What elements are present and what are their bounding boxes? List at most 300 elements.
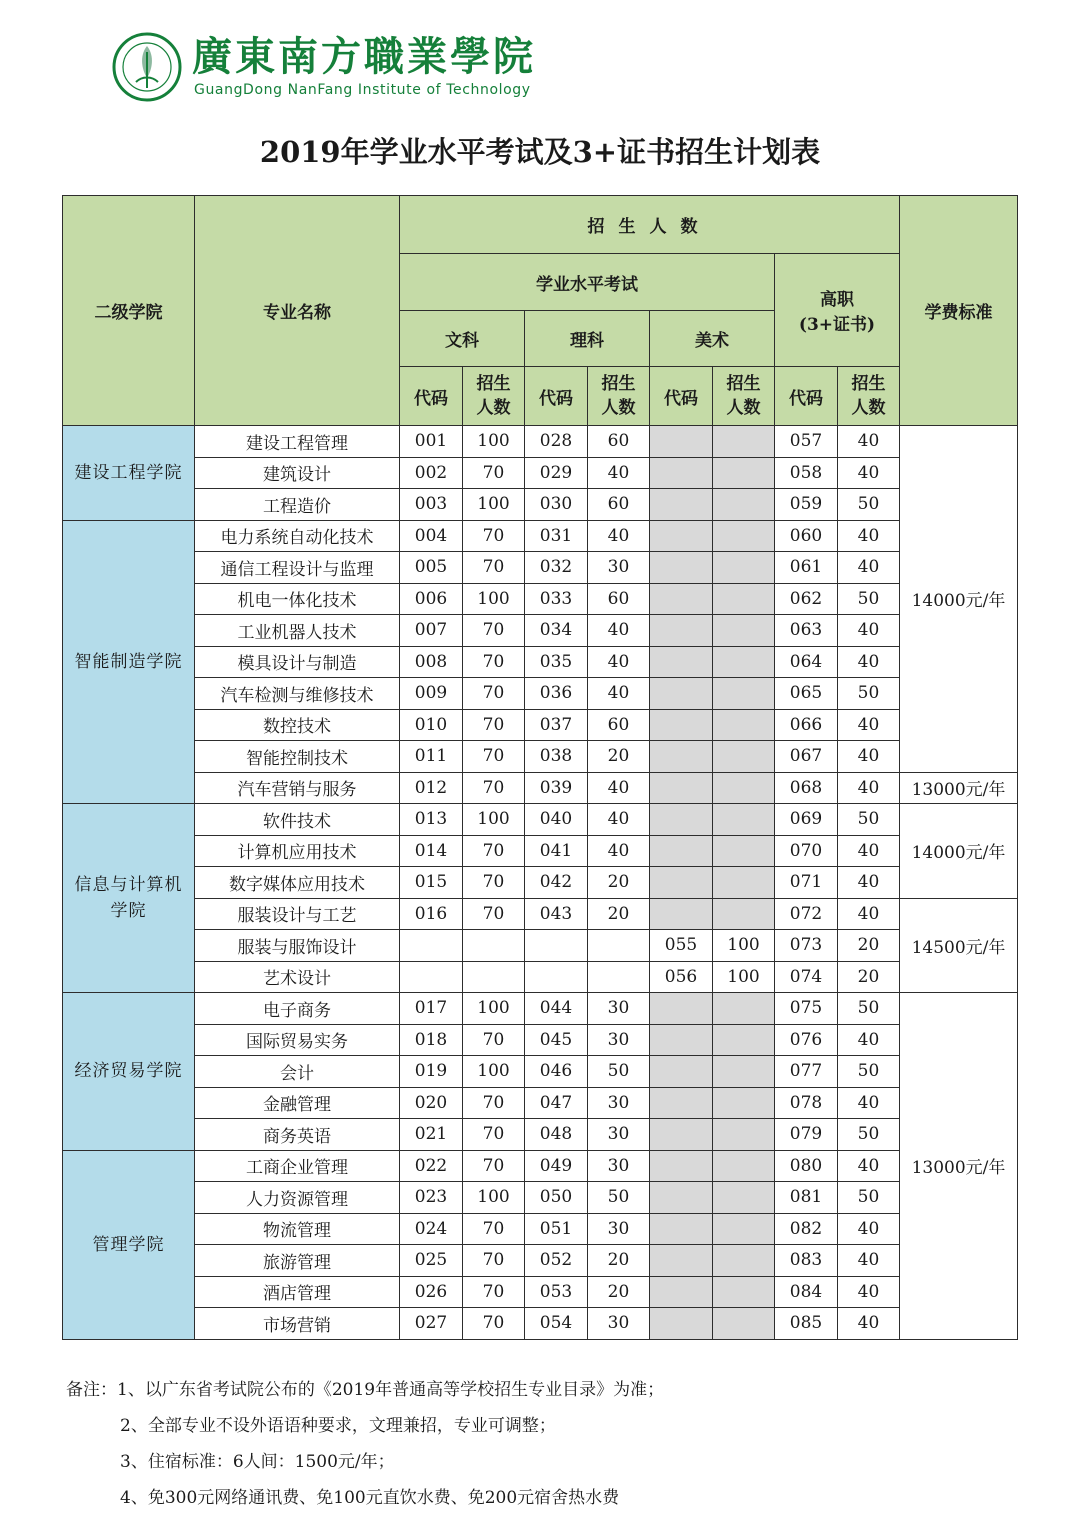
cell-ms-code [650, 552, 713, 584]
cell-ms-code [650, 1308, 713, 1340]
major-cell: 电子商务 [195, 993, 400, 1025]
cell-gz-n: 40 [838, 772, 900, 804]
cell-ms-code [650, 898, 713, 930]
cell-wk-n [463, 930, 525, 962]
cell-ms-n [713, 867, 775, 899]
cell-lk-code: 031 [525, 520, 588, 552]
cell-gz-code: 078 [775, 1087, 838, 1119]
cell-gz-code: 082 [775, 1213, 838, 1245]
cell-wk-n: 70 [463, 678, 525, 710]
table-row [63, 709, 1018, 741]
fee-cell: 13000元/年 [900, 772, 1018, 804]
cell-gz-n: 20 [838, 961, 900, 993]
cell-lk-code: 048 [525, 1119, 588, 1151]
table-row [63, 867, 1018, 899]
cell-lk-code: 033 [525, 583, 588, 615]
major-cell: 金融管理 [195, 1087, 400, 1119]
cell-gz-n: 50 [838, 993, 900, 1025]
major-cell: 服装与服饰设计 [195, 930, 400, 962]
major-cell: 市场营销 [195, 1308, 400, 1340]
table-row [63, 772, 1018, 804]
cell-gz-n: 40 [838, 835, 900, 867]
cell-gz-code: 080 [775, 1150, 838, 1182]
table-row [63, 898, 1018, 930]
cell-ms-n [713, 1308, 775, 1340]
cell-wk-code: 024 [400, 1213, 463, 1245]
cell-gz-code: 081 [775, 1182, 838, 1214]
dept-cell: 经济贸易学院 [63, 993, 195, 1151]
cell-wk-n: 70 [463, 646, 525, 678]
header-enrollment: 招生人数 [400, 196, 900, 254]
cell-wk-n: 70 [463, 1024, 525, 1056]
cell-gz-code: 068 [775, 772, 838, 804]
table-row [63, 520, 1018, 552]
table-row [63, 678, 1018, 710]
header-fee: 学费标准 [900, 196, 1018, 426]
cell-wk-code: 009 [400, 678, 463, 710]
cell-gz-n: 40 [838, 646, 900, 678]
cell-wk-code [400, 930, 463, 962]
cell-gz-n: 40 [838, 1245, 900, 1277]
cell-ms-code [650, 867, 713, 899]
cell-lk-code: 047 [525, 1087, 588, 1119]
cell-lk-code: 038 [525, 741, 588, 773]
cell-ms-code [650, 1087, 713, 1119]
subheader-count [463, 367, 525, 426]
major-cell: 物流管理 [195, 1213, 400, 1245]
cell-ms-code [650, 1024, 713, 1056]
cell-ms-code [650, 741, 713, 773]
cell-lk-n: 30 [588, 993, 650, 1025]
cell-ms-n [713, 646, 775, 678]
major-cell: 会计 [195, 1056, 400, 1088]
cell-gz-code: 073 [775, 930, 838, 962]
cell-gz-code: 067 [775, 741, 838, 773]
cell-lk-n: 40 [588, 804, 650, 836]
cell-ms-n [713, 1024, 775, 1056]
table-row [63, 552, 1018, 584]
page-title: 2019年学业水平考试及3+证书招生计划表 [259, 135, 821, 169]
cell-ms-code [650, 1150, 713, 1182]
cell-lk-code: 050 [525, 1182, 588, 1214]
cell-lk-n: 60 [588, 709, 650, 741]
cell-lk-n: 20 [588, 898, 650, 930]
cell-gz-n: 20 [838, 930, 900, 962]
cell-lk-n: 40 [588, 457, 650, 489]
cell-wk-n: 70 [463, 1276, 525, 1308]
cell-gz-n: 40 [838, 426, 900, 458]
cell-wk-code: 016 [400, 898, 463, 930]
cell-wk-code: 008 [400, 646, 463, 678]
subheader-code: 代码 [525, 367, 588, 426]
cell-ms-n [713, 1182, 775, 1214]
table-row [63, 1308, 1018, 1340]
cell-wk-n: 70 [463, 1087, 525, 1119]
cell-gz-n: 50 [838, 678, 900, 710]
cell-wk-code: 010 [400, 709, 463, 741]
major-cell: 数控技术 [195, 709, 400, 741]
cell-gz-n: 40 [838, 741, 900, 773]
school-name-cn: 廣東南方職業學院 [192, 33, 536, 80]
cell-wk-n: 70 [463, 1119, 525, 1151]
cell-lk-n: 40 [588, 646, 650, 678]
cell-wk-code: 013 [400, 804, 463, 836]
cell-lk-n: 60 [588, 583, 650, 615]
cell-wk-code: 014 [400, 835, 463, 867]
table-row [63, 835, 1018, 867]
cell-wk-n: 70 [463, 457, 525, 489]
note-2: 2、全部专业不设外语语种要求，文理兼招，专业可调整； [120, 1416, 556, 1436]
cell-wk-code [400, 961, 463, 993]
cell-wk-code: 021 [400, 1119, 463, 1151]
cell-gz-code: 084 [775, 1276, 838, 1308]
cell-wk-code: 025 [400, 1245, 463, 1277]
cell-wk-code: 027 [400, 1308, 463, 1340]
major-cell: 酒店管理 [195, 1276, 400, 1308]
cell-gz-n: 40 [838, 457, 900, 489]
cell-ms-n [713, 489, 775, 521]
cell-gz-n: 40 [838, 898, 900, 930]
cell-wk-code: 007 [400, 615, 463, 647]
cell-ms-n [713, 520, 775, 552]
cell-wk-code: 012 [400, 772, 463, 804]
cell-wk-code: 001 [400, 426, 463, 458]
dept-cell: 信息与计算机学院 [63, 804, 195, 993]
cell-gz-n: 40 [838, 709, 900, 741]
cell-wk-code: 003 [400, 489, 463, 521]
header-major: 专业名称 [195, 196, 400, 426]
table-row [63, 1119, 1018, 1151]
cell-ms-code [650, 489, 713, 521]
major-cell: 电力系统自动化技术 [195, 520, 400, 552]
table-row [63, 489, 1018, 521]
enrollment-plan-table [62, 195, 1018, 1340]
fee-cell: 14500元/年 [900, 898, 1018, 993]
cell-gz-code: 076 [775, 1024, 838, 1056]
cell-lk-code: 052 [525, 1245, 588, 1277]
cell-lk-code: 042 [525, 867, 588, 899]
cell-gz-code: 059 [775, 489, 838, 521]
cell-ms-n [713, 835, 775, 867]
major-cell: 建筑设计 [195, 457, 400, 489]
cell-lk-n: 50 [588, 1056, 650, 1088]
table-row [63, 993, 1018, 1025]
cell-lk-n: 30 [588, 1024, 650, 1056]
major-cell: 工业机器人技术 [195, 615, 400, 647]
cell-gz-code: 070 [775, 835, 838, 867]
cell-ms-n [713, 1087, 775, 1119]
cell-ms-code [650, 835, 713, 867]
cell-lk-code: 034 [525, 615, 588, 647]
cell-wk-code: 018 [400, 1024, 463, 1056]
cell-lk-n: 40 [588, 772, 650, 804]
cell-gz-n: 50 [838, 1056, 900, 1088]
subheader-code: 代码 [775, 367, 838, 426]
cell-gz-code: 060 [775, 520, 838, 552]
cell-lk-code: 036 [525, 678, 588, 710]
cell-lk-n: 20 [588, 1245, 650, 1277]
cell-ms-code [650, 993, 713, 1025]
cell-gz-n: 50 [838, 804, 900, 836]
cell-gz-n: 50 [838, 583, 900, 615]
cell-lk-code: 054 [525, 1308, 588, 1340]
major-cell: 工商企业管理 [195, 1150, 400, 1182]
cell-gz-n: 40 [838, 552, 900, 584]
table-row [63, 615, 1018, 647]
cell-wk-n [463, 961, 525, 993]
header-vocational-line2: (3+证书) [798, 315, 876, 335]
cell-gz-n: 40 [838, 1087, 900, 1119]
cell-gz-code: 064 [775, 646, 838, 678]
cell-lk-n: 60 [588, 426, 650, 458]
header-fine-arts: 美术 [650, 311, 775, 367]
cell-gz-n: 40 [838, 867, 900, 899]
cell-gz-n: 40 [838, 1213, 900, 1245]
cell-lk-n: 40 [588, 615, 650, 647]
cell-lk-code: 044 [525, 993, 588, 1025]
cell-ms-code [650, 1245, 713, 1277]
cell-ms-code [650, 520, 713, 552]
cell-wk-n: 100 [463, 804, 525, 836]
cell-gz-n: 50 [838, 489, 900, 521]
cell-gz-code: 072 [775, 898, 838, 930]
cell-wk-code: 015 [400, 867, 463, 899]
cell-ms-n [713, 709, 775, 741]
major-cell: 机电一体化技术 [195, 583, 400, 615]
cell-ms-code [650, 1213, 713, 1245]
cell-gz-code: 069 [775, 804, 838, 836]
cell-ms-n [713, 1245, 775, 1277]
cell-wk-n: 100 [463, 1056, 525, 1088]
cell-gz-code: 074 [775, 961, 838, 993]
cell-ms-n [713, 1276, 775, 1308]
cell-wk-code: 004 [400, 520, 463, 552]
major-cell: 工程造价 [195, 489, 400, 521]
cell-wk-code: 023 [400, 1182, 463, 1214]
cell-ms-code [650, 583, 713, 615]
table-row [63, 961, 1018, 993]
cell-lk-n: 50 [588, 1182, 650, 1214]
cell-gz-code: 065 [775, 678, 838, 710]
table-row [63, 1056, 1018, 1088]
cell-gz-n: 40 [838, 520, 900, 552]
header-vocational [775, 254, 900, 367]
cell-ms-n [713, 583, 775, 615]
subheader-count-line2: 人数 [476, 398, 511, 418]
cell-lk-code: 030 [525, 489, 588, 521]
cell-gz-code: 071 [775, 867, 838, 899]
subheader-count-line2: 人数 [851, 398, 886, 418]
major-cell: 服装设计与工艺 [195, 898, 400, 930]
cell-ms-n [713, 741, 775, 773]
cell-ms-n [713, 457, 775, 489]
cell-gz-code: 057 [775, 426, 838, 458]
cell-ms-n: 100 [713, 930, 775, 962]
cell-ms-n [713, 1213, 775, 1245]
cell-wk-code: 022 [400, 1150, 463, 1182]
cell-ms-code [650, 426, 713, 458]
cell-lk-n: 20 [588, 1276, 650, 1308]
table-row [63, 1213, 1018, 1245]
cell-wk-code: 005 [400, 552, 463, 584]
subheader-code: 代码 [400, 367, 463, 426]
cell-lk-code: 041 [525, 835, 588, 867]
cell-gz-n: 40 [838, 1024, 900, 1056]
cell-gz-n: 40 [838, 615, 900, 647]
cell-lk-n: 40 [588, 520, 650, 552]
cell-wk-n: 70 [463, 1308, 525, 1340]
cell-lk-n: 30 [588, 552, 650, 584]
note-3: 3、住宿标准：6人间：1500元/年； [120, 1452, 395, 1472]
table-row [63, 1150, 1018, 1182]
header-dept: 二级学院 [63, 196, 195, 426]
subheader-count-line2: 人数 [601, 398, 636, 418]
cell-ms-code [650, 1119, 713, 1151]
table-row [63, 1245, 1018, 1277]
cell-ms-n [713, 1119, 775, 1151]
cell-lk-code: 035 [525, 646, 588, 678]
fee-cell: 14000元/年 [900, 426, 1018, 773]
major-cell: 国际贸易实务 [195, 1024, 400, 1056]
subheader-count [838, 367, 900, 426]
major-cell: 建设工程管理 [195, 426, 400, 458]
cell-wk-code: 026 [400, 1276, 463, 1308]
cell-gz-code: 075 [775, 993, 838, 1025]
cell-wk-code: 011 [400, 741, 463, 773]
major-cell: 通信工程设计与监理 [195, 552, 400, 584]
major-cell: 旅游管理 [195, 1245, 400, 1277]
cell-lk-n: 20 [588, 867, 650, 899]
table-row [63, 583, 1018, 615]
cell-ms-code [650, 615, 713, 647]
cell-ms-n [713, 678, 775, 710]
cell-gz-code: 085 [775, 1308, 838, 1340]
cell-lk-code: 043 [525, 898, 588, 930]
fee-cell: 14000元/年 [900, 804, 1018, 899]
subheader-count-line1: 招生 [726, 374, 761, 394]
cell-ms-n [713, 993, 775, 1025]
cell-lk-n: 30 [588, 1119, 650, 1151]
cell-ms-n [713, 552, 775, 584]
cell-ms-code [650, 457, 713, 489]
cell-lk-code: 039 [525, 772, 588, 804]
cell-gz-code: 058 [775, 457, 838, 489]
major-cell: 商务英语 [195, 1119, 400, 1151]
cell-gz-code: 066 [775, 709, 838, 741]
cell-lk-n: 30 [588, 1150, 650, 1182]
major-cell: 数字媒体应用技术 [195, 867, 400, 899]
header-science: 理科 [525, 311, 650, 367]
cell-wk-n: 100 [463, 993, 525, 1025]
cell-wk-n: 70 [463, 552, 525, 584]
major-cell: 汽车营销与服务 [195, 772, 400, 804]
cell-ms-code [650, 772, 713, 804]
cell-ms-code [650, 804, 713, 836]
cell-lk-code: 053 [525, 1276, 588, 1308]
subheader-count-line1: 招生 [601, 374, 636, 394]
cell-gz-code: 083 [775, 1245, 838, 1277]
cell-gz-code: 061 [775, 552, 838, 584]
table-row [63, 741, 1018, 773]
cell-ms-n [713, 1056, 775, 1088]
cell-gz-code: 079 [775, 1119, 838, 1151]
cell-lk-code: 046 [525, 1056, 588, 1088]
note-4: 4、免300元网络通讯费、免100元直饮水费、免200元宿舍热水费 [120, 1488, 620, 1508]
cell-lk-code: 028 [525, 426, 588, 458]
cell-ms-code [650, 1056, 713, 1088]
cell-gz-n: 50 [838, 1182, 900, 1214]
cell-ms-n [713, 804, 775, 836]
header-academic-test: 学业水平考试 [400, 254, 775, 311]
table-row [63, 804, 1018, 836]
table-row [63, 1087, 1018, 1119]
cell-gz-code: 077 [775, 1056, 838, 1088]
fee-cell: 13000元/年 [900, 993, 1018, 1340]
cell-ms-n [713, 615, 775, 647]
cell-gz-n: 40 [838, 1308, 900, 1340]
cell-wk-code: 002 [400, 457, 463, 489]
major-cell: 汽车检测与维修技术 [195, 678, 400, 710]
cell-wk-n: 70 [463, 520, 525, 552]
cell-lk-code: 049 [525, 1150, 588, 1182]
cell-gz-n: 40 [838, 1150, 900, 1182]
school-seal-icon [112, 32, 182, 102]
cell-wk-code: 020 [400, 1087, 463, 1119]
cell-gz-code: 063 [775, 615, 838, 647]
school-header [112, 30, 536, 108]
table-row [63, 1276, 1018, 1308]
cell-ms-code: 055 [650, 930, 713, 962]
cell-wk-code: 017 [400, 993, 463, 1025]
table-row [63, 1182, 1018, 1214]
cell-ms-n [713, 1150, 775, 1182]
cell-wk-n: 70 [463, 867, 525, 899]
header-liberal-arts: 文科 [400, 311, 525, 367]
cell-wk-n: 70 [463, 898, 525, 930]
cell-ms-code [650, 646, 713, 678]
cell-wk-n: 70 [463, 835, 525, 867]
cell-ms-n [713, 426, 775, 458]
cell-lk-code: 045 [525, 1024, 588, 1056]
cell-ms-code [650, 1276, 713, 1308]
cell-wk-n: 70 [463, 772, 525, 804]
school-name-en: GuangDong NanFang Institute of Technology [194, 82, 531, 98]
cell-lk-code: 040 [525, 804, 588, 836]
cell-lk-code: 051 [525, 1213, 588, 1245]
cell-ms-code: 056 [650, 961, 713, 993]
cell-wk-n: 70 [463, 709, 525, 741]
cell-ms-code [650, 1182, 713, 1214]
table-row [63, 426, 1018, 458]
note-1: 备注：1、以广东省考试院公布的《2019年普通高等学校招生专业目录》为准； [66, 1380, 665, 1400]
major-cell: 智能控制技术 [195, 741, 400, 773]
subheader-count [713, 367, 775, 426]
cell-wk-n: 70 [463, 1213, 525, 1245]
cell-ms-code [650, 709, 713, 741]
cell-ms-code [650, 678, 713, 710]
cell-ms-n [713, 772, 775, 804]
cell-wk-n: 100 [463, 426, 525, 458]
cell-wk-n: 70 [463, 741, 525, 773]
cell-lk-n [588, 961, 650, 993]
cell-gz-code: 062 [775, 583, 838, 615]
cell-lk-code [525, 961, 588, 993]
cell-wk-n: 100 [463, 583, 525, 615]
notes-section [66, 1372, 664, 1516]
subheader-count [588, 367, 650, 426]
cell-wk-code: 019 [400, 1056, 463, 1088]
dept-cell: 智能制造学院 [63, 520, 195, 804]
